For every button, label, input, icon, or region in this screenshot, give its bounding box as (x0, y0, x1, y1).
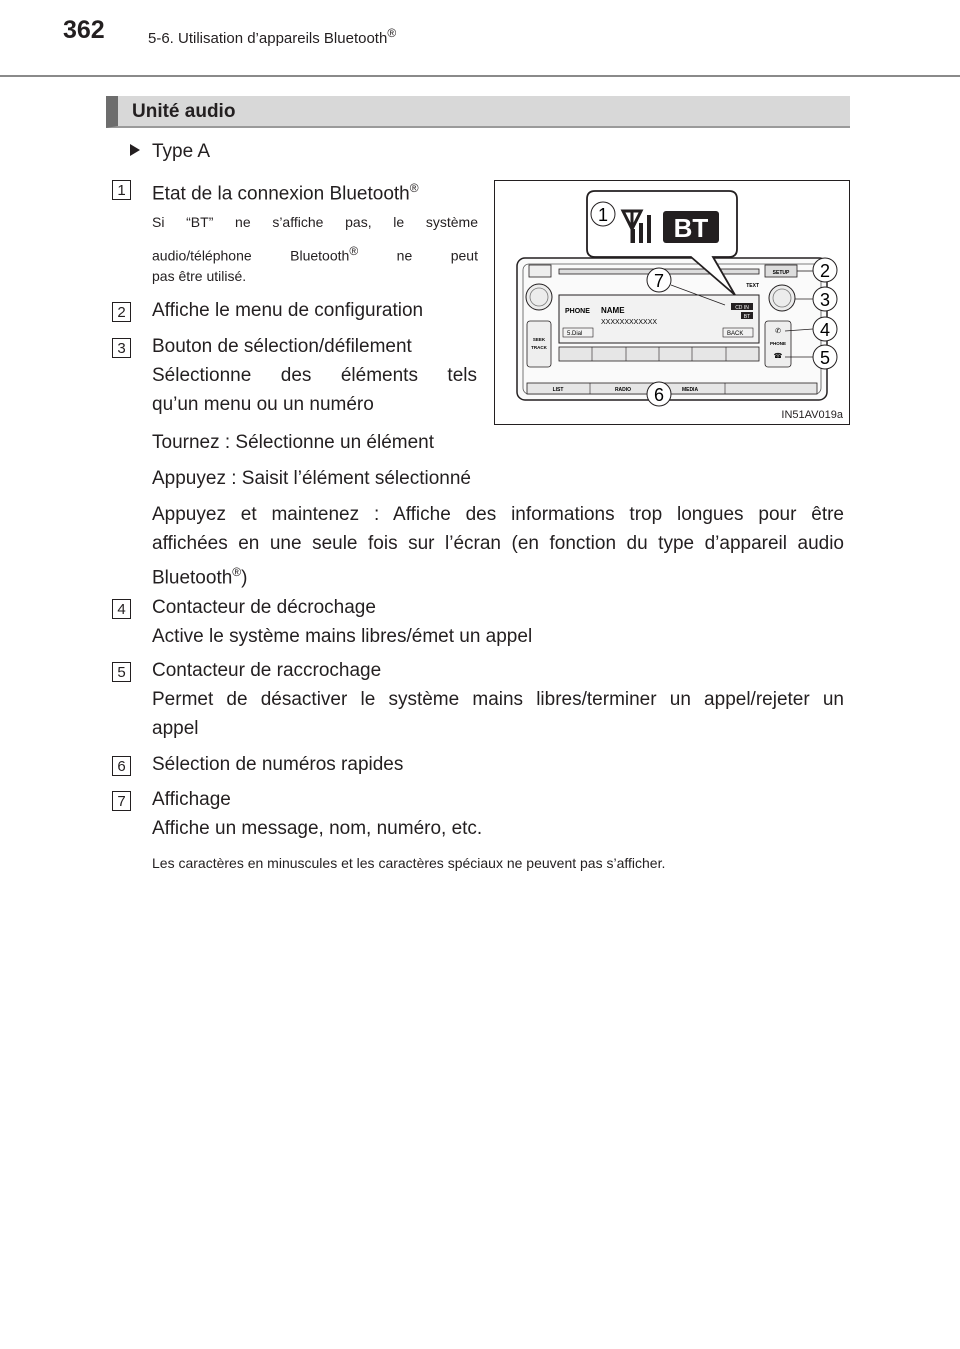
callout-2-label: 2 (819, 261, 831, 281)
preset-buttons (559, 347, 759, 361)
item-7-line-2: Affiche un message, nom, numéro, etc. (152, 818, 483, 839)
item-3-title: Bouton de sélection/défilement (152, 336, 412, 357)
item-6-title: Sélection de numéros rapides (152, 754, 404, 775)
page-number: 362 (63, 16, 105, 44)
callout-3-label: 3 (819, 290, 831, 310)
item-number-7: 7 (112, 791, 131, 811)
item-number-2: 2 (112, 302, 131, 322)
callout-3 (813, 287, 837, 311)
media-label: MEDIA (681, 387, 699, 393)
on-hook-icon: ☎ (773, 353, 783, 360)
registered-mark: ® (232, 565, 242, 579)
item-5-line-3: appel (152, 718, 199, 739)
callout-1 (591, 202, 615, 226)
seek-track-button (527, 321, 551, 367)
signal-bar (639, 223, 643, 243)
callout-5 (813, 345, 837, 369)
item-3-line-5: Appuyez : Saisit l’élément sélectionné (152, 468, 471, 489)
callout-4-label: 4 (819, 320, 831, 340)
radio-label: RADIO (614, 387, 632, 393)
list-label: LIST (552, 387, 564, 393)
item-1-note-line-1: Si “BT” ne s’affiche pas, le système (152, 214, 478, 230)
callout-6 (647, 382, 671, 406)
item-4-line-2: Active le système mains libres/émet un appel (152, 626, 533, 647)
item-3-line-8 (152, 558, 247, 592)
screen-name-text: NAME (601, 306, 625, 315)
screen-cd-in-text: CD IN (735, 305, 749, 311)
item-1-note-line-3: pas être utilisé. (152, 268, 247, 284)
screen-speed-dial-text: 5.Dial (567, 331, 583, 337)
item-3-line-8-end: ) (241, 567, 248, 589)
item-number-3: 3 (112, 338, 131, 358)
track-label: TRACK (531, 345, 547, 350)
callout-5-label: 5 (819, 348, 831, 368)
figure-id: IN51AV019a (781, 409, 843, 421)
triangle-bullet-icon (130, 144, 140, 156)
item-1-note-line-2 (152, 240, 478, 268)
item-number-6: 6 (112, 756, 131, 776)
item-1-title (152, 174, 419, 208)
item-1-note-text: audio/téléphone Bluetooth (152, 247, 350, 264)
screen-bt-text: BT (743, 314, 751, 320)
registered-mark: ® (387, 26, 397, 40)
running-header-text: 5-6. Utilisation d’appareils Bluetooth (148, 30, 388, 47)
callout-7 (647, 268, 671, 292)
seek-label: SEEK (532, 337, 546, 342)
item-7-title: Affichage (152, 789, 231, 810)
item-4-title: Contacteur de décrochage (152, 597, 376, 618)
item-3-line-3: qu’un menu ou un numéro (152, 394, 374, 415)
item-3-line-2: Sélectionne des éléments tels (152, 365, 477, 386)
section-title: Unité audio (132, 101, 236, 122)
registered-mark: ® (349, 244, 359, 258)
type-heading (130, 141, 210, 163)
item-number-5: 5 (112, 662, 131, 682)
callout-6-label: 6 (653, 385, 665, 405)
item-number-4: 4 (112, 599, 131, 619)
audio-unit-diagram (494, 180, 850, 425)
phone-label: PHONE (769, 341, 787, 346)
screen-number-text: XXXXXXXXXXXX (601, 319, 658, 326)
callout-7-label: 7 (653, 271, 665, 291)
text-label: TEXT (746, 283, 759, 289)
item-number-1: 1 (112, 180, 131, 200)
item-3-line-7: affichées en une seule fois sur l’écran (en fonction du type d’appareil audio (152, 533, 844, 554)
item-1-note-text-end: ne peut (358, 247, 478, 264)
callout-2 (813, 258, 837, 282)
callout-4 (813, 317, 837, 341)
setup-label: SETUP (772, 270, 790, 276)
section-bar (106, 96, 850, 128)
callout-1-label: 1 (597, 205, 609, 225)
audio-unit-illustration (495, 181, 849, 424)
signal-bar (647, 215, 651, 243)
bt-badge-text: BT (673, 213, 709, 243)
screen-back-text: BACK (727, 331, 744, 337)
item-5-title: Contacteur de raccrochage (152, 660, 382, 681)
screen-phone-text: PHONE (565, 308, 590, 315)
item-3-line-4: Tournez : Sélectionne un élément (152, 432, 435, 453)
item-2-title: Affiche le menu de configuration (152, 300, 424, 321)
item-7-note: Les caractères en minuscules et les caractères spéciaux ne peuvent pas s’afficher. (152, 855, 666, 871)
item-5-line-2: Permet de désactiver le système mains libres/terminer un appel/rejeter un (152, 689, 844, 710)
item-1-title-text: Etat de la connexion Bluetooth (152, 183, 410, 205)
item-3-line-8-text: Bluetooth (152, 567, 233, 589)
bottom-button-row (527, 383, 817, 394)
item-3-line-6: Appuyez et maintenez : Affiche des informations trop longues pour être (152, 504, 844, 525)
type-label: Type A (152, 141, 211, 162)
eject-button (529, 265, 551, 277)
registered-mark: ® (409, 181, 419, 195)
running-header (148, 26, 396, 47)
header-rule (0, 75, 960, 77)
off-hook-icon: ✆ (775, 328, 781, 335)
